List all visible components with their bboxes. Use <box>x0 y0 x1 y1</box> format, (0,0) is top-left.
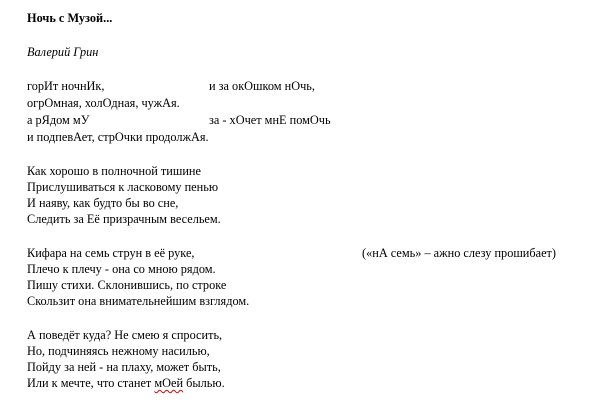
stanza1-line1-right: и за окОшком нОчь, <box>209 79 315 93</box>
side-note: («нА семь» – ажно слезу прошибает) <box>362 246 557 260</box>
stanza2-line2: Прислушиваться к ласковому пенью <box>27 180 219 194</box>
stanza1-line1-left: горИт ночнИк, <box>27 79 105 93</box>
stanza3-line3: Пишу стихи. Склонившись, по строке <box>27 278 227 292</box>
stanza4-line2: Но, подчиняясь нежному насилью, <box>27 344 210 358</box>
stanza1-line3-right: за - хОчет мнЕ помОчь <box>209 113 331 127</box>
poem-author: Валерий Грин <box>27 45 99 59</box>
stanza4-line3: Пойду за ней - на плаху, может быть, <box>27 360 221 374</box>
stanza3-line2: Плечо к плечу - она со мною рядом. <box>27 262 216 276</box>
poem-title: Ночь с Музой... <box>27 11 113 25</box>
stanza4-line4 <box>27 375 225 391</box>
stanza1-line3-left: а рЯдом мУ <box>27 113 90 127</box>
stanza4-line4-end: былью. <box>183 376 225 390</box>
stanza1-line2: огрОмная, холОдная, чужАя. <box>27 96 180 110</box>
spellcheck-flagged-word[interactable]: мОей <box>154 376 184 390</box>
stanza2-line4: Следить за Её призрачным весельем. <box>27 212 221 226</box>
stanza2-line1: Как хорошо в полночной тишине <box>27 164 201 178</box>
stanza4-line4-start: Или к мечте, что станет <box>27 376 155 390</box>
stanza4-line1: А поведёт куда? Не смею я спросить, <box>27 328 223 342</box>
stanza3-line4: Скользит она внимательнейшим взглядом. <box>27 294 250 308</box>
stanza2-line3: И наяву, как будто бы во сне, <box>27 196 179 210</box>
stanza1-line4: и подпевАет, стрОчки продолжАя. <box>27 130 209 144</box>
stanza3-line1: Кифара на семь струн в её руке, <box>27 246 195 260</box>
